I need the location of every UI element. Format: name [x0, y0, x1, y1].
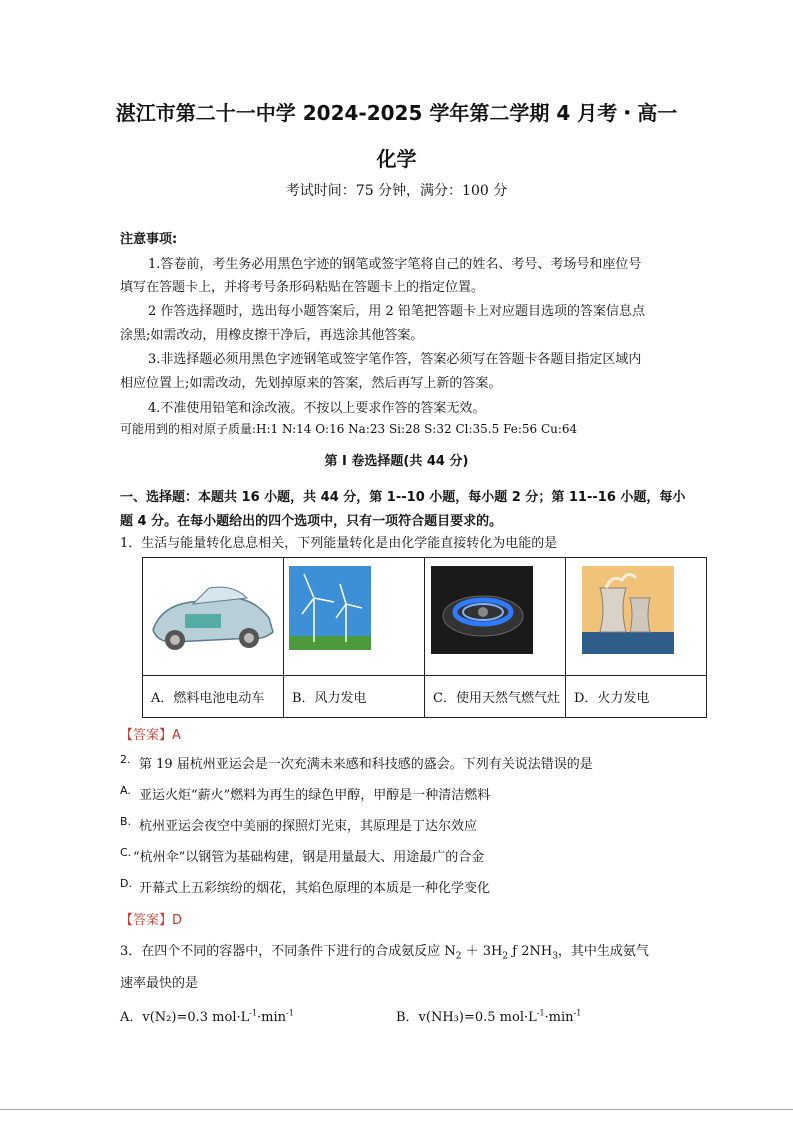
notice-item: 4.不准使用铅笔和涂改液。不按以上要求作答的答案无效。 [148, 401, 486, 416]
option-b-label: B．风力发电 [284, 676, 425, 718]
q2-option-text: 开幕式上五彩缤纷的烟花，其焰色原理的本质是一种化学变化 [139, 881, 491, 896]
q3-stem: 3．在四个不同的容器中，不同条件下进行的合成氨反应 $N_2 + 3H_2$ ƒ $2NH_3$，其中生成氨气 [120, 944, 649, 962]
notice-item: 涂黑;如需改动，用橡皮擦干净后，再选涂其他答案。 [120, 328, 424, 343]
notice-item: 填写在答题卡上，并将考号条形码粘贴在答题卡上的指定位置。 [120, 280, 485, 295]
q2-option-label: C. [120, 846, 132, 859]
notice-heading: 注意事项: [120, 232, 178, 247]
notice-item: 相应位置上;如需改动，先划掉原来的答案，然后再写上新的答案。 [120, 376, 502, 391]
exam-title: 湛江市第二十一中学 2024-2025 学年第二学期 4 月考・高一 [115, 101, 678, 125]
q1-options-table [142, 557, 707, 718]
q3-option-b: B．v(NH₃)=0.5 $mol\cdot L^{-1}\cdot\min^{-1}$ [396, 1008, 582, 1025]
q2-number: 2. [120, 753, 131, 766]
notice-item: 3.非选择题必须用黑色字迹钢笔或签字笔作答，答案必须写在答题卡各题目指定区域内 [148, 352, 642, 367]
section-instruction: 题 4 分。在每小题给出的四个选项中，只有一项符合题目要求的。 [120, 514, 503, 529]
exam-info: 考试时间：75 分钟，满分：100 分 [285, 183, 508, 199]
thermal-power-plant-image [566, 558, 706, 671]
q2-stem: 第 19 届杭州亚运会是一次充满未来感和科技感的盛会。下列有关说法错误的是 [139, 757, 593, 772]
option-c-label: C．使用天然气燃气灶 [425, 676, 566, 718]
option-a-label: A．燃料电池电动车 [143, 676, 284, 718]
q2-option-label: B. [120, 815, 132, 828]
q2-option-label: D. [120, 877, 132, 890]
q2-option-text: 亚运火炬“薪火”燃料为再生的绿色甲醇，甲醇是一种清洁燃料 [139, 788, 491, 803]
q2-option-text: “杭州伞”以钢管为基础构建，钢是用量最大、用途最广的合金 [133, 850, 485, 865]
gas-stove-image [425, 558, 565, 671]
q1-stem: 1．生活与能量转化息息相关，下列能量转化是由化学能直接转化为电能的是 [120, 536, 558, 551]
section-instruction: 一、选择题：本题共 16 小题，共 44 分，第 1--10 小题，每小题 2 分；第 11--16 小题，每小 [120, 490, 686, 505]
option-a-image-cell [143, 558, 284, 676]
option-d-image-cell [566, 558, 707, 676]
option-b-image-cell [284, 558, 425, 676]
notice-item: 1.答卷前，考生务必用黑色字迹的钢笔或签字笔将自己的姓名、考号、考场号和座位号 [148, 257, 642, 272]
notice-item: 2 作答选择题时，选出每小题答案后，用 2 铅笔把答题卡上对应题目选项的答案信息点 [148, 304, 645, 319]
fuel-cell-car-image [143, 558, 283, 671]
option-d-label: D．火力发电 [566, 676, 707, 718]
q2-answer: 【答案】D [120, 913, 183, 928]
wind-turbines-image [284, 558, 424, 671]
atomic-masses: 可能用到的相对原子质量:H:1 N:14 O:16 Na:23 Si:28 S:32 Cl:35.5 Fe:56 Cu:64 [120, 422, 578, 436]
q3-stem-line2: 速率最快的是 [120, 976, 199, 991]
q1-answer: 【答案】A [120, 728, 181, 743]
page-bottom-rule [0, 1109, 793, 1110]
q2-option-text: 杭州亚运会夜空中美丽的探照灯光束，其原理是丁达尔效应 [139, 819, 478, 834]
q3-option-a: A．v(N₂)=0.3 $mol\cdot L^{-1}\cdot\min^{-1}$ [120, 1008, 294, 1025]
subject-title: 化学 [376, 147, 417, 171]
section-title: 第 I 卷选择题(共 44 分) [324, 454, 469, 469]
q2-option-label: A. [120, 784, 131, 797]
option-c-image-cell [425, 558, 566, 676]
